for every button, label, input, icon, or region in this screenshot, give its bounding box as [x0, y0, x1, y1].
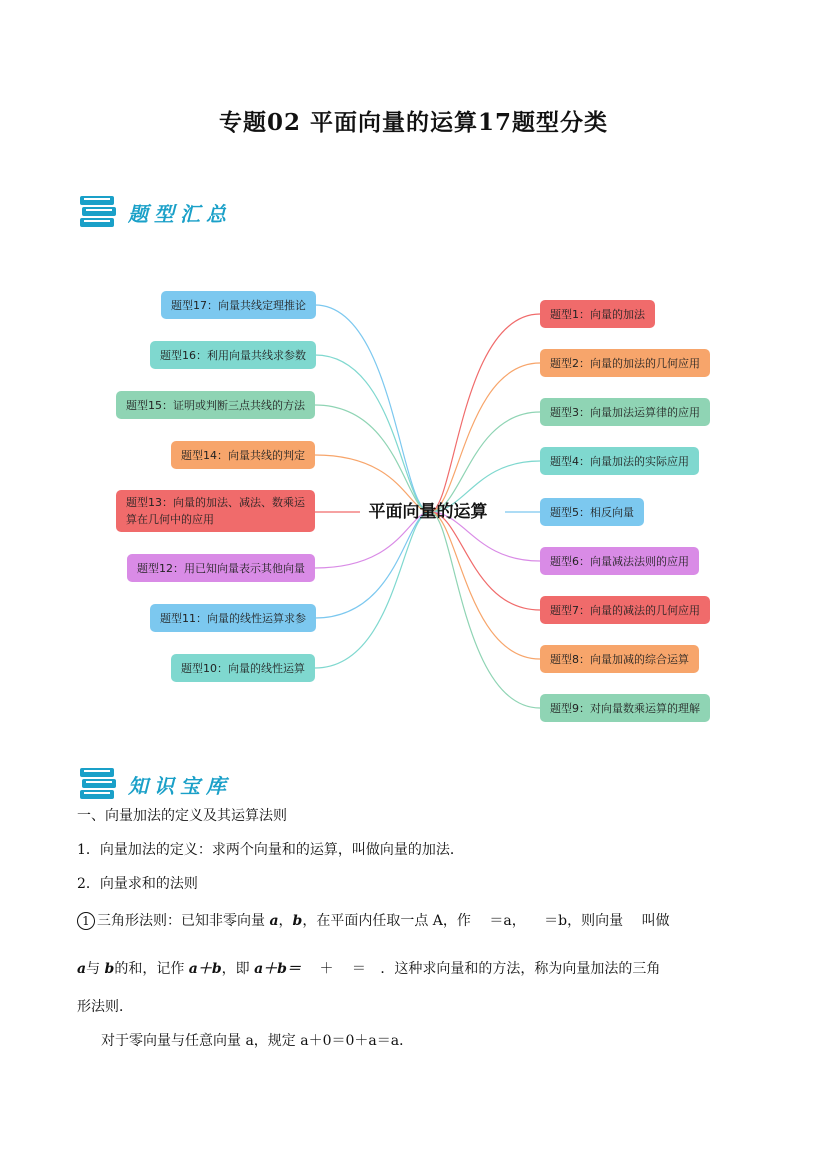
section-label: 题型汇总 [128, 201, 232, 226]
paragraph-definition: 1．向量加法的定义：求两个向量和的运算，叫做向量的加法． [77, 842, 464, 858]
section-header-knowledge [78, 764, 232, 804]
topic-node-1: 题型1：向量的加法 [540, 300, 655, 328]
topic-node-13: 题型13：向量的加法、减法、数乘运算在几何中的应用 [116, 490, 315, 532]
topic-node-16: 题型16：利用向量共线求参数 [150, 341, 316, 369]
topic-node-3: 题型3：向量加法运算律的应用 [540, 398, 710, 426]
section-header-summary [78, 192, 232, 232]
topic-node-17: 题型17：向量共线定理推论 [161, 291, 316, 319]
paragraph-rules: 2．向量求和的法则 [77, 876, 198, 892]
section-label: 知识宝库 [128, 773, 232, 798]
books-icon [78, 194, 118, 230]
topic-node-7: 题型7：向量的减法的几何应用 [540, 596, 710, 624]
paragraph-triangle-rule: 1 三角形法则：已知非零向量 a，b，在平面内任取一点 A，作 ＝a， ＝b，则向量 叫做 [77, 911, 757, 931]
heading-vector-addition: 一、向量加法的定义及其运算法则 [77, 808, 287, 824]
page-title: 专题02 平面向量的运算17题型分类 [218, 109, 609, 136]
topic-node-9: 题型9：对向量数乘运算的理解 [540, 694, 710, 722]
topic-node-8: 题型8：向量加减的综合运算 [540, 645, 699, 673]
topic-node-2: 题型2：向量的加法的几何应用 [540, 349, 710, 377]
mindmap-center: 平面向量的运算 [368, 502, 488, 522]
paragraph-triangle-rule-end: 形法则． [77, 999, 133, 1015]
topic-node-4: 题型4：向量加法的实际应用 [540, 447, 699, 475]
topic-node-5: 题型5：相反向量 [540, 498, 644, 526]
topic-node-15: 题型15：证明或判断三点共线的方法 [116, 391, 315, 419]
topic-node-14: 题型14：向量共线的判定 [171, 441, 315, 469]
circle-number: 1 [77, 912, 95, 930]
topic-node-6: 题型6：向量减法法则的应用 [540, 547, 699, 575]
books-icon [78, 766, 118, 802]
topic-node-12: 题型12：用已知向量表示其他向量 [127, 554, 315, 582]
paragraph-zero-vector: 对于零向量与任意向量 a，规定 a＋0＝0＋a＝a． [101, 1033, 414, 1049]
topic-node-11: 题型11：向量的线性运算求参 [150, 604, 316, 632]
paragraph-triangle-rule-cont: a与 b的和，记作 a＋b，即 a＋b＝ ＋ ＝ ．这种求向量和的方法，称为向量加法的三角 [77, 961, 661, 977]
topic-node-10: 题型10：向量的线性运算 [171, 654, 315, 682]
